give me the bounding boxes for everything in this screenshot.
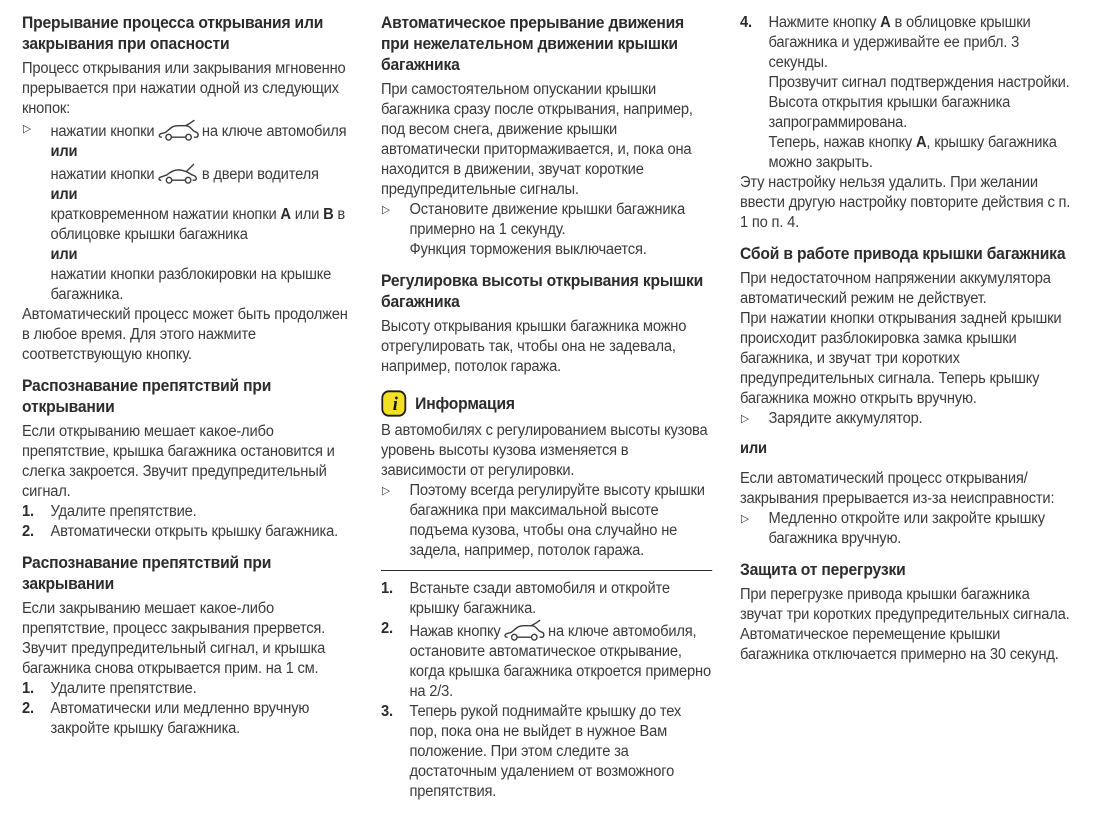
numbered-step xyxy=(22,699,353,739)
text-run: Эту настройку нельзя удалить. При желании ввести другую настройку повторите действия с п. 1 по п. 4. xyxy=(740,174,1071,231)
step-number: 3. xyxy=(381,703,393,720)
step-number: 1. xyxy=(22,680,34,697)
numbered-step xyxy=(381,619,712,702)
item-body xyxy=(50,502,353,522)
paragraph xyxy=(740,269,1071,309)
numbered-step xyxy=(381,579,712,619)
text-run: кратковременном нажатии кнопки xyxy=(50,206,281,223)
item-body xyxy=(50,679,353,699)
instruction-item xyxy=(22,119,353,305)
step-number: 2. xyxy=(22,523,34,540)
text-run: Зарядите аккумулятор. xyxy=(768,410,923,427)
item-line xyxy=(50,245,353,265)
information-note-header xyxy=(381,390,712,417)
item-line xyxy=(50,522,353,542)
text-run: нажатии кнопки разблокировки на крышке багажника. xyxy=(50,266,332,303)
text-run: Прозвучит сигнал подтверждения настройки. xyxy=(768,74,1070,91)
text-run: Высоту открывания крышки багажника можно отрегулировать так, чтобы она не задевала, например, потолок гаража. xyxy=(381,318,687,375)
step-number: 2. xyxy=(22,700,34,717)
text-run: Нажав кнопку xyxy=(409,623,501,640)
item-line xyxy=(409,579,712,619)
text-run: Остановите движение крышки багажника примерно на 1 секунду. xyxy=(409,201,685,238)
text-run: на ключе автомобиля, остановите автоматическое открывание, когда крышка багажника откроется примерно на 2/3. xyxy=(409,623,711,700)
text-run: Удалите препятствие. xyxy=(50,503,197,520)
instruction-item xyxy=(740,509,1071,549)
numbered-step xyxy=(381,702,712,802)
item-line xyxy=(50,119,353,142)
triangle-bullet-icon: ▷ xyxy=(381,484,390,497)
bold-text: или xyxy=(50,186,78,203)
text-run: При перегрузке привода крышки багажника звучат три коротких предупредительных сигнала. xyxy=(740,586,1070,623)
triangle-bullet-icon: ▷ xyxy=(740,512,749,525)
bold-text: или xyxy=(50,246,78,263)
item-line xyxy=(768,509,1071,549)
item-line xyxy=(50,142,353,162)
paragraph xyxy=(740,309,1071,409)
bold-text: А xyxy=(280,206,291,223)
text-run: Автоматически или медленно вручную закройте крышку багажника. xyxy=(50,700,310,737)
or-label: или xyxy=(740,440,767,457)
text-run: При недостаточном напряжении аккумулятора автоматический режим не действует. xyxy=(740,270,1051,307)
divider-line xyxy=(381,570,712,571)
numbered-step xyxy=(740,13,1071,173)
item-line xyxy=(409,481,712,561)
text-run: в двери водителя xyxy=(201,166,319,183)
text-run: Автоматически открыть крышку багажника. xyxy=(50,523,338,540)
item-body xyxy=(50,119,353,305)
numbered-step xyxy=(22,522,353,542)
item-body xyxy=(768,13,1071,173)
section-heading: Прерывание процесса открывания или закрывания при опасности xyxy=(22,14,324,53)
item-line xyxy=(50,162,353,185)
numbered-step xyxy=(22,502,353,522)
paragraph xyxy=(22,305,353,365)
item-line xyxy=(768,73,1071,93)
paragraph xyxy=(381,80,712,200)
information-note-title: Информация xyxy=(415,394,515,413)
item-body xyxy=(768,509,1071,549)
text-run: При самостоятельном опускании крышки багажника сразу после открывания, например, под весом снега, движение крышки автоматически притормаживается, и, пока она находится в движении, звучат короткие предупредительные сигналы. xyxy=(381,81,693,198)
car-open-tailgate-key-icon xyxy=(157,119,199,142)
text-run: Поэтому всегда регулируйте высоту крышки багажника при максимальной высоте подъема кузова, чтобы она случайно не задела, например, потолок гаража. xyxy=(409,482,705,559)
text-run: Теперь рукой поднимайте крышку до тех пор, пока она не выйдет в нужное Вам положение. При этом следите за достаточным удалением от возможного препятствия. xyxy=(409,703,682,800)
text-run: Встаньте сзади автомобиля и откройте крышку багажника. xyxy=(409,580,670,617)
section-heading: Регулировка высоты открывания крышки багажника xyxy=(381,272,704,311)
item-body xyxy=(409,579,712,619)
paragraph xyxy=(740,625,1071,665)
text-run: Если открыванию мешает какое-либо препятствие, крышка багажника остановится и слегка закроется. Звучит предупредительный сигнал. xyxy=(22,423,335,500)
text-column-2 xyxy=(381,13,712,802)
bold-text: В xyxy=(323,206,334,223)
item-line xyxy=(768,93,1071,133)
item-line xyxy=(50,185,353,205)
section-heading: Распознавание препятствий при открывании xyxy=(22,377,272,416)
text-column-3 xyxy=(740,13,1071,802)
item-line xyxy=(50,679,353,699)
instruction-item xyxy=(381,200,712,260)
svg-text:i: i xyxy=(392,393,398,416)
item-line xyxy=(768,133,1071,173)
bold-text: или xyxy=(50,143,78,160)
paragraph xyxy=(740,173,1071,233)
text-run: Процесс открывания или закрывания мгновенно прерывается при нажатии одной из следующих кнопок: xyxy=(22,60,346,117)
item-body xyxy=(409,702,712,802)
section-heading: Сбой в работе привода крышки багажника xyxy=(740,245,1066,263)
text-run: в облицовке крышки багажника xyxy=(50,206,346,243)
paragraph xyxy=(740,585,1071,625)
item-body xyxy=(409,481,712,561)
text-run: нажатии кнопки xyxy=(50,123,155,140)
triangle-bullet-icon: ▷ xyxy=(22,122,31,135)
paragraph xyxy=(22,422,353,502)
instruction-item xyxy=(381,481,712,561)
text-run: или xyxy=(290,206,324,223)
item-line xyxy=(409,619,712,702)
step-number: 1. xyxy=(381,580,393,597)
item-line xyxy=(50,205,353,245)
text-run: Если закрыванию мешает какое-либо препятствие, процесс закрывания прервется. Звучит предупредительный сигнал, и крышка багажника снова открывается прим. на 1 см. xyxy=(22,600,326,677)
triangle-bullet-icon: ▷ xyxy=(740,412,749,425)
text-run: Удалите препятствие. xyxy=(50,680,197,697)
item-line xyxy=(50,502,353,522)
text-run: , крышку багажника можно закрыть. xyxy=(768,134,1057,171)
text-run: При нажатии кнопки открывания задней крышки происходит разблокировка замка крышки багажника, и звучат три коротких предупредительных сигнала. Теперь крышку багажника можно открыть вручную. xyxy=(740,310,1062,407)
item-body xyxy=(50,522,353,542)
item-line xyxy=(50,699,353,739)
text-run: Автоматический процесс может быть продолжен в любое время. Для этого нажмите соответствующую кнопку. xyxy=(22,306,348,363)
section-heading: Автоматическое прерывание движения при нежелательном движении крышки багажника xyxy=(381,14,684,74)
step-number: 4. xyxy=(740,14,752,31)
text-run: Медленно откройте или закройте крышку багажника вручную. xyxy=(768,510,1045,547)
text-run: Высота открытия крышки багажника запрограммирована. xyxy=(768,94,1011,131)
text-run: нажатии кнопки xyxy=(50,166,155,183)
item-body xyxy=(50,699,353,739)
text-run: Функция торможения выключается. xyxy=(409,241,647,258)
text-run: Нажмите кнопку xyxy=(768,14,881,31)
section-heading: Распознавание препятствий при закрывании xyxy=(22,554,272,593)
item-body xyxy=(409,619,712,702)
step-number: 2. xyxy=(381,620,393,637)
paragraph xyxy=(381,421,712,481)
item-body xyxy=(768,409,1071,429)
bold-text: А xyxy=(915,134,927,151)
item-line xyxy=(768,13,1071,73)
car-open-tailgate-key-icon xyxy=(503,619,545,642)
text-run: в облицовке крышки багажника и удерживайте ее прибл. 3 секунды. xyxy=(768,14,1031,71)
item-line xyxy=(409,702,712,802)
info-icon xyxy=(381,390,407,417)
text-run: Если автоматический процесс открывания/ закрывания прерывается из-за неисправности: xyxy=(740,470,1055,507)
text-run: Автоматическое перемещение крышки багажника отключается примерно на 30 секунд. xyxy=(740,626,1059,663)
text-run: Теперь, нажав кнопку xyxy=(768,134,916,151)
item-line xyxy=(768,409,1071,429)
section-heading: Защита от перегрузки xyxy=(740,561,906,579)
paragraph xyxy=(381,317,712,377)
item-line xyxy=(50,265,353,305)
instruction-item xyxy=(740,409,1071,429)
text-run: В автомобилях с регулированием высоты кузова уровень высоты кузова изменяется в зависимости от регулировки. xyxy=(381,422,708,479)
paragraph xyxy=(22,599,353,679)
text-column-1 xyxy=(22,13,353,802)
bold-text: А xyxy=(880,14,891,31)
item-line xyxy=(409,240,712,260)
text-run: на ключе автомобиля xyxy=(201,123,347,140)
paragraph xyxy=(740,469,1071,509)
item-line xyxy=(409,200,712,240)
car-open-trunk-door-icon xyxy=(157,162,199,185)
paragraph xyxy=(22,59,353,119)
item-body xyxy=(409,200,712,260)
triangle-bullet-icon: ▷ xyxy=(381,203,390,216)
numbered-step xyxy=(22,679,353,699)
step-number: 1. xyxy=(22,503,34,520)
